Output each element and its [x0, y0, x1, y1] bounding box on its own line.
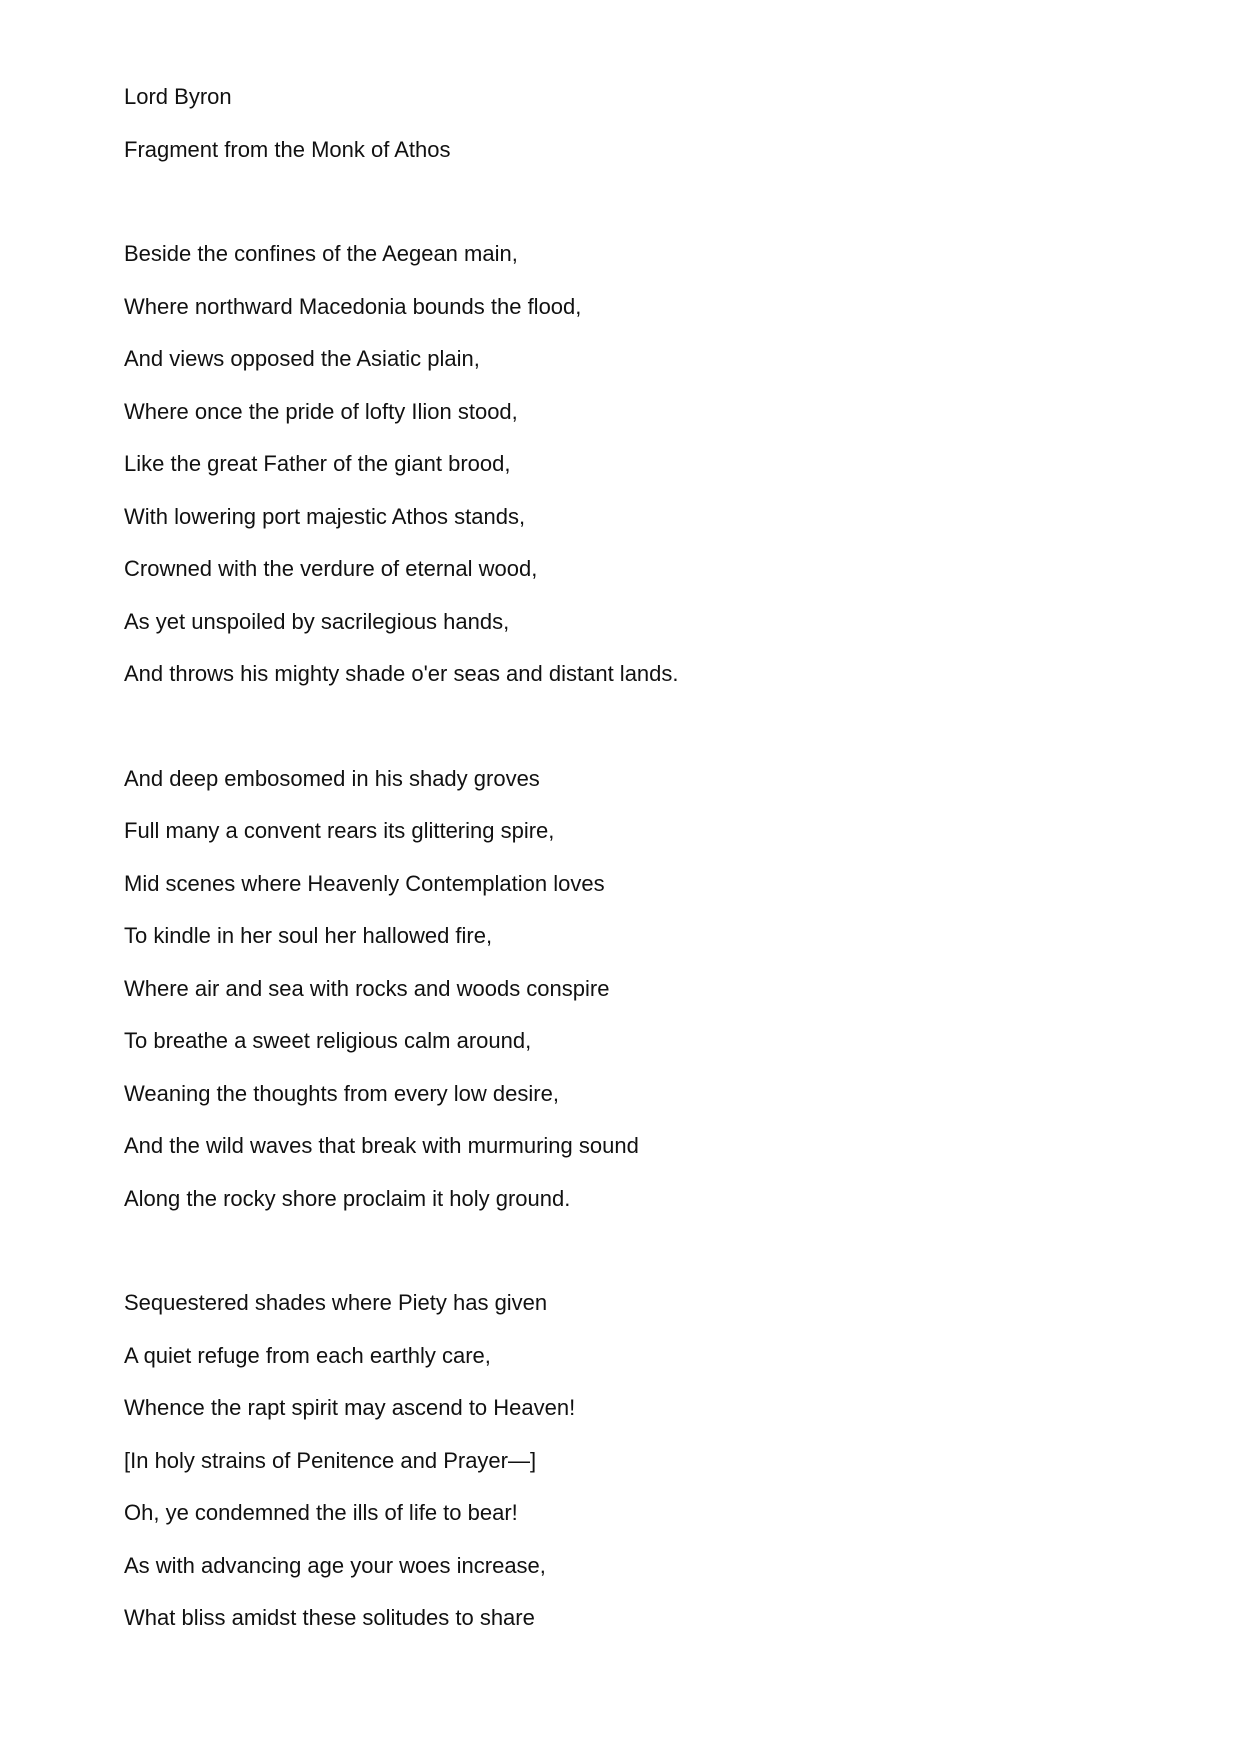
poem-line: With lowering port majestic Athos stands,: [124, 503, 526, 529]
poem-line: Beside the confines of the Aegean main,: [124, 241, 518, 266]
poem-line: Crowned with the verdure of eternal wood,: [124, 556, 538, 581]
poem-title: Fragment from the Monk of Athos: [124, 136, 451, 162]
poem-line: Whence the rapt spirit may ascend to Heaven!: [124, 1395, 576, 1420]
stanza-2: [124, 766, 1124, 1212]
poem-line: Full many a convent rears its glittering spire,: [124, 818, 555, 843]
poem-line: Where northward Macedonia bounds the flood,: [124, 293, 582, 319]
poem-line: And views opposed the Asiatic plain,: [124, 346, 480, 371]
poem-line: Mid scenes where Heavenly Contemplation loves: [124, 870, 605, 896]
poem-line: Along the rocky shore proclaim it holy ground.: [124, 1185, 571, 1211]
poem-line: Weaning the thoughts from every low desire,: [124, 1080, 559, 1106]
poem-line: Oh, ye condemned the ills of life to bear!: [124, 1500, 518, 1525]
poem-line: As yet unspoiled by sacrilegious hands,: [124, 608, 510, 634]
stanza-spacer: [124, 189, 1124, 241]
author-name: Lord Byron: [124, 84, 232, 109]
poem-line: To kindle in her soul her hallowed fire,: [124, 923, 493, 948]
poem-line: Where air and sea with rocks and woods conspire: [124, 975, 610, 1001]
poem-line: And the wild waves that break with murmuring sound: [124, 1133, 639, 1158]
poem-line: What bliss amidst these solitudes to share: [124, 1605, 535, 1630]
poem-line: As with advancing age your woes increase,: [124, 1552, 546, 1578]
poem-content: [124, 84, 1124, 1658]
poem-line: Like the great Father of the giant brood,: [124, 451, 511, 476]
poem-line: Sequestered shades where Piety has given: [124, 1290, 548, 1315]
poem-line: And throws his mighty shade o'er seas and distant lands.: [124, 661, 679, 686]
stanza-3: [124, 1290, 1124, 1631]
poem-line: To breathe a sweet religious calm around,: [124, 1028, 532, 1053]
stanza-spacer: [124, 1238, 1124, 1290]
stanza-1: [124, 241, 1124, 687]
poem-line: A quiet refuge from each earthly care,: [124, 1342, 491, 1368]
poem-line: [In holy strains of Penitence and Prayer—]: [124, 1447, 537, 1473]
poem-line: And deep embosomed in his shady groves: [124, 765, 540, 791]
stanza-spacer: [124, 714, 1124, 766]
poem-line: Where once the pride of lofty Ilion stood,: [124, 398, 518, 424]
